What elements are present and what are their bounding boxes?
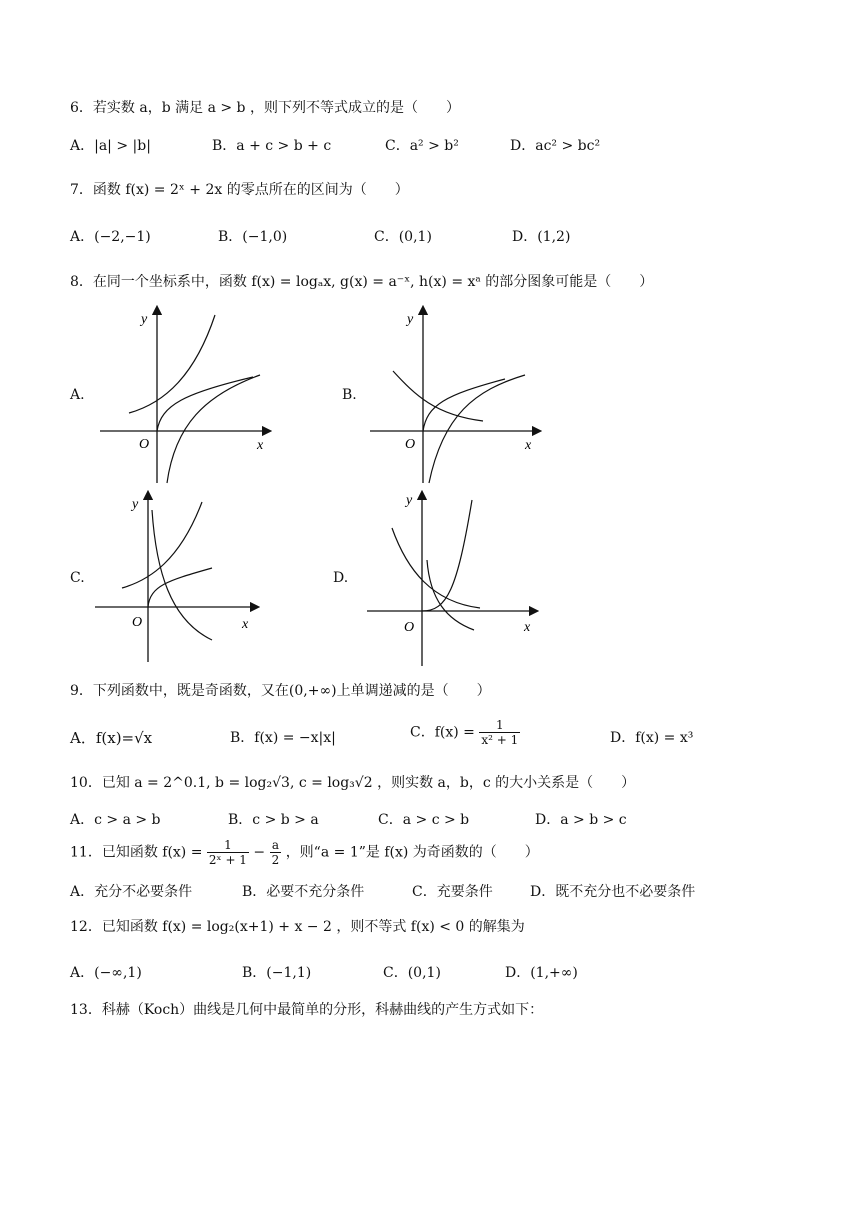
q11-fraction-2 (270, 838, 282, 867)
q9-option-b: B．f(x) = −x|x| (230, 730, 336, 746)
q8-option-c-label: C. (70, 570, 85, 586)
q8-d-origin: O (404, 620, 415, 635)
q9-option-c-denominator: x² + 1 (481, 733, 519, 747)
q7-option-a: A．(−2,−1) (70, 229, 151, 245)
q7-stem: 7．函数 f(x) = 2ˣ + 2x 的零点所在的区间为（ ） (70, 182, 409, 198)
q10-option-b: B．c > b > a (228, 812, 319, 828)
q8-graph-b (365, 305, 545, 485)
q8-graph-a (95, 305, 275, 485)
q9-option-c-fraction (479, 718, 520, 747)
q9-option-a: A．f(x)=√x (70, 729, 153, 747)
q12-option-b: B．(−1,1) (242, 965, 312, 981)
q6-stem: 6．若实数 a，b 满足 a > b ，则下列不等式成立的是（ ） (70, 100, 460, 116)
q8-a-origin: O (139, 437, 150, 452)
q8-graph-d (362, 490, 547, 670)
q11-fraction-2-numerator: a (270, 838, 282, 853)
q12-stem: 12．已知函数 f(x) = log₂(x+1) + x − 2 ，则不等式 f(x) < 0 的解集为 (70, 919, 525, 935)
q10-option-a: A．c > a > b (70, 812, 161, 828)
q11-stem-prefix: 11．已知函数 f(x) = (70, 844, 203, 861)
q11-stem-suffix: ，则“a = 1”是 f(x) 为奇函数的（ ） (285, 844, 539, 861)
q8-b-y-label: y (407, 312, 414, 327)
q8-a-y-label: y (141, 312, 148, 327)
q8-stem: 8．在同一个坐标系中，函数 f(x) = logₐx, g(x) = a⁻ˣ, h(x) = xᵃ 的部分图象可能是（ ） (70, 274, 654, 290)
q8-option-d-label: D. (333, 570, 349, 586)
q11-option-d: D．既不充分也不必要条件 (530, 884, 696, 900)
q8-option-a-label: A. (70, 387, 85, 403)
q6-option-a: A．|a| > |b| (70, 138, 151, 154)
q11-stem (70, 838, 539, 867)
q11-option-c: C．充要条件 (412, 884, 493, 900)
q8-b-origin: O (405, 437, 416, 452)
q7-option-c: C．(0,1) (374, 229, 432, 245)
q8-b-x-label: x (525, 438, 532, 453)
q9-option-c-prefix: C．f(x) = (410, 724, 475, 741)
q11-minus: − (253, 844, 266, 861)
q12-option-a: A．(−∞,1) (70, 965, 142, 981)
q6-option-d: D．ac² > bc² (510, 138, 601, 154)
q10-stem: 10．已知 a = 2^0.1, b = log₂√3, c = log₃√2 ，则实数 a，b，c 的大小关系是（ ） (70, 775, 636, 791)
q11-fraction-2-denominator: 2 (271, 853, 280, 867)
q11-fraction-1-numerator: 1 (207, 838, 249, 853)
q8-c-y-label: y (132, 497, 139, 512)
q11-fraction-1-denominator: 2ˣ + 1 (208, 853, 247, 867)
q11-fraction-1 (207, 838, 249, 867)
q6-option-b: B．a + c > b + c (212, 138, 332, 154)
q11-option-b: B．必要不充分条件 (242, 884, 365, 900)
q8-c-x-label: x (242, 617, 249, 632)
q13-stem: 13．科赫（Koch）曲线是几何中最简单的分形，科赫曲线的产生方式如下： (70, 1002, 544, 1018)
q8-d-y-label: y (406, 493, 413, 508)
q7-option-b: B．(−1,0) (218, 229, 288, 245)
q12-option-d: D．(1,+∞) (505, 965, 578, 981)
q9-stem: 9．下列函数中，既是奇函数，又在(0,+∞)上单调递减的是（ ） (70, 683, 491, 699)
q6-option-c: C．a² > b² (385, 138, 459, 154)
q11-option-a: A．充分不必要条件 (70, 884, 193, 900)
q9-option-c (410, 718, 520, 747)
q10-option-c: C．a > c > b (378, 812, 470, 828)
q8-graph-c (90, 490, 270, 670)
q8-c-origin: O (132, 615, 143, 630)
q9-option-c-numerator: 1 (479, 718, 520, 733)
q8-option-b-label: B. (342, 387, 357, 403)
q9-option-d: D．f(x) = x³ (610, 730, 694, 746)
q8-a-x-label: x (257, 438, 264, 453)
q7-option-d: D．(1,2) (512, 229, 571, 245)
q12-option-c: C．(0,1) (383, 965, 441, 981)
q8-d-x-label: x (524, 620, 531, 635)
q10-option-d: D．a > b > c (535, 812, 627, 828)
